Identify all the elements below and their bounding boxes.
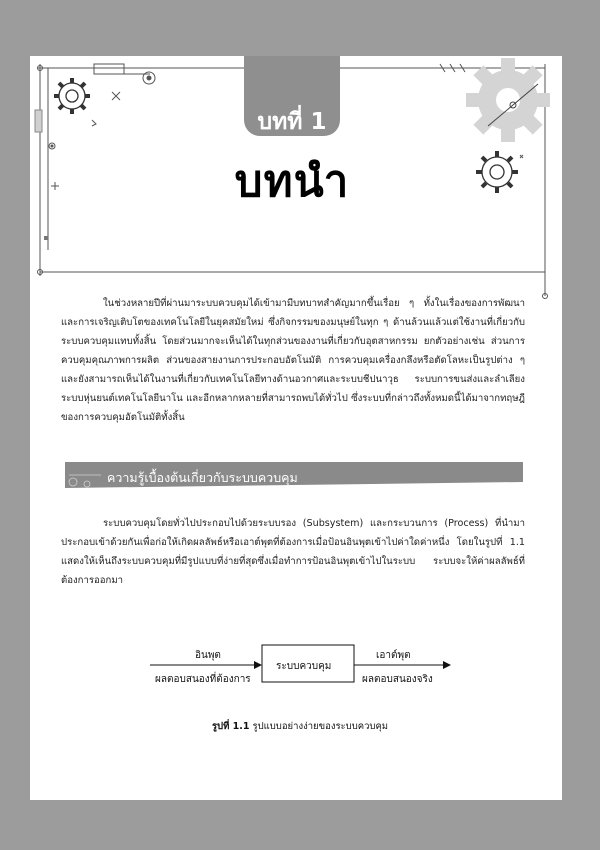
intro-paragraph-text: ในช่วงหลายปีที่ผ่านมาระบบควบคุมได้เข้ามามีบทบาทสำคัญมากขึ้นเรื่อย ๆ ทั้งในเรื่องของการพัฒนาและการเจริญเติบโตของเทคโนโลยีในยุคสมัยใหม่ ซึ่งกิจกรรมของมนุษย์ในทุก ๆ ด้านล้วนแล้วแต่ใช้งานที่เกี่ยวกับระบบควบคุมแทบทั้งสิ้น โดยส่วนมากจะเห็นได้ในทุกส่วนของงานที่เกี่ยวกับอุตสาหกรรม ยกตัวอย่างเช่น ส่วนการควบคุมคุณภาพการผลิต ส่วนของสายงานการประกอบอัตโนมัติ การควบคุมเครื่องกลึงหรือตัดโลหะเป็นรูปต่าง ๆ และยังสามารถเห็นได้ในงานที่เกี่ยวกับเทคโนโลยีทางด้านอวกาศและระบบชีปนาวุธ ระบบการขนส่งและลำเลียง ระบบหุ่นยนต์เทคโนโลยีนาโน และอีกหลากหลายที่สามารถพบได้ทั่วไป ซึ่งระบบที่กล่าวถึงทั้งหมดนี้ได้มาจากทฤษฎีของการควบคุมอัตโนมัติทั้งสิ้น: [61, 298, 525, 423]
section-paragraph-text: ระบบควบคุมโดยทั่วไปประกอบไปด้วยระบบรอง (Subsystem) และกระบวนการ (Process) ที่นำมาประกอบเข้าด้วยกันเพื่อก่อให้เกิดผลลัพธ์หรือเอาต์พุตที่ต้องการเมื่อป้อนอินพุตเข้าไปค่าใดค่าหนึ่ง โดยในรูปที่ 1.1 แสดงให้เห็นถึงระบบควบคุมที่มีรูปแบบที่ง่ายที่สุดซึ่งเมื่อทำการป้อนอินพุตเข้าไปในระบบ ระบบจะให้ค่าผลลัพธ์ที่ต้องการออกมา: [61, 518, 525, 586]
section-title: ความรู้เบื้องต้นเกี่ยวกับระบบควบคุม: [107, 470, 298, 485]
figure-caption-text: รูปแบบอย่างง่ายของระบบควบคุม: [252, 721, 389, 732]
output-label: เอาต์พุต: [376, 650, 411, 661]
figure-caption: [0, 719, 600, 734]
input-label: อินพุต: [195, 650, 221, 661]
chapter-title: บทนำ: [234, 156, 350, 207]
input-sublabel: ผลตอบสนองที่ต้องการ: [155, 674, 251, 685]
chapter-label: บทที่ 1: [257, 109, 327, 135]
output-sublabel: ผลตอบสนองจริง: [362, 674, 433, 685]
figure-number: รูปที่ 1.1: [211, 721, 250, 732]
control-system-label: ระบบควบคุม: [276, 661, 332, 672]
